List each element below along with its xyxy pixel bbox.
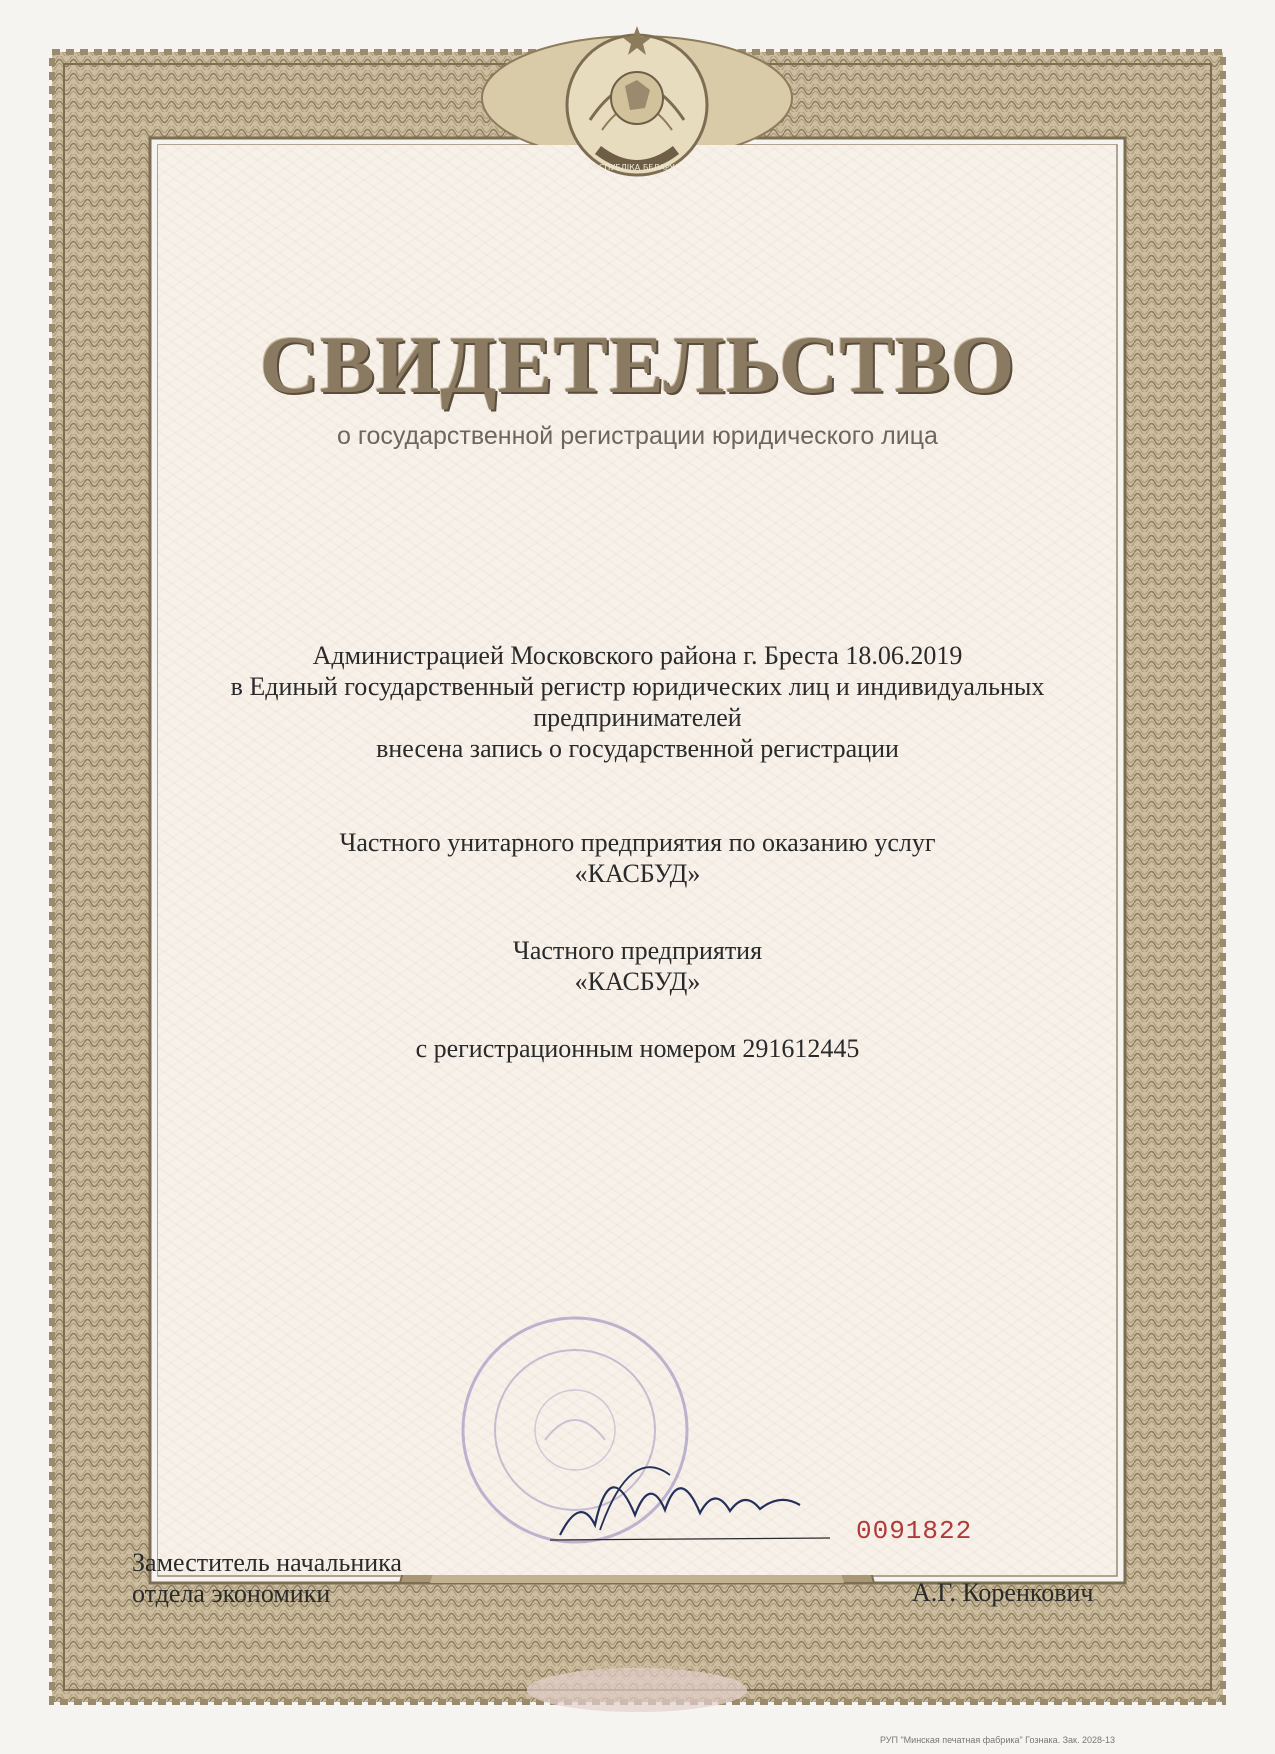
register-line-1: в Единый государственный регистр юридических лиц и индивидуальных [230, 672, 1045, 701]
handwritten-signature [540, 1415, 840, 1555]
state-emblem-icon [530, 10, 745, 190]
entry-line: внесена запись о государственной регистрации [376, 734, 899, 763]
former-name-line-2: «КАСБУД» [574, 859, 701, 888]
register-line-2: предпринимателей [533, 703, 742, 732]
certificate-title: СВИДЕТЕЛЬСТВО [259, 319, 1016, 410]
signatory-position [132, 1547, 402, 1609]
serial-number: 0091822 [856, 1516, 973, 1546]
authority-line: Администрацией Московского района г. Бреста 18.06.2019 [312, 641, 963, 670]
former-entity-name [150, 827, 1125, 889]
new-entity-name [150, 935, 1125, 997]
position-line-1: Заместитель начальника [132, 1548, 402, 1577]
svg-text:РЭСПУБЛІКА БЕЛАРУСЬ: РЭСПУБЛІКА БЕЛАРУСЬ [588, 163, 686, 172]
new-name-line-1: Частного предприятия [512, 936, 763, 965]
signatory-name: А.Г. Коренкович [912, 1578, 1094, 1607]
position-line-2: отдела экономики [132, 1579, 331, 1608]
former-name-line-1: Частного унитарного предприятия по оказанию услуг [339, 828, 936, 857]
registration-statement [150, 640, 1125, 764]
printer-imprint: РУП "Минская печатная фабрика" Гознака. Зак. 2028-13 [880, 1735, 1116, 1745]
certificate-subtitle: о государственной регистрации юридического лица [337, 422, 938, 450]
new-name-line-2: «КАСБУД» [574, 967, 701, 996]
registration-number: с регистрационным номером 291612445 [415, 1034, 860, 1063]
